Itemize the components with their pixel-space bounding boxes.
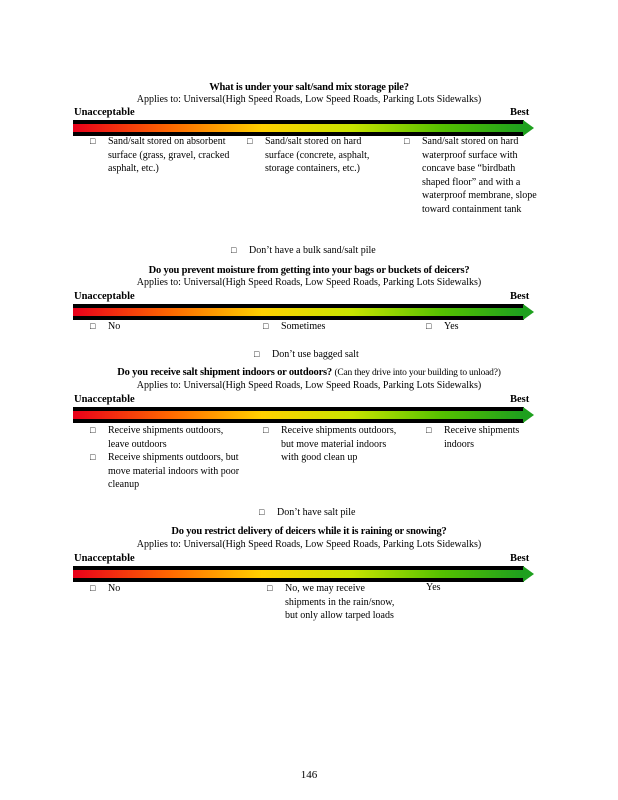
unacceptable-label-2: Unacceptable bbox=[74, 291, 135, 302]
scale-bar-1 bbox=[73, 120, 534, 136]
scale-bar-3 bbox=[73, 407, 534, 423]
checkbox-icon[interactable]: □ bbox=[263, 425, 269, 435]
question-3-text: Do you receive salt shipment indoors or outdoors? bbox=[117, 367, 332, 378]
scale-bar-2 bbox=[73, 304, 534, 320]
option-4-1[interactable]: □ No bbox=[90, 583, 121, 594]
question-2-text: Do you prevent moisture from getting into your bags or buckets of deicers? bbox=[148, 265, 470, 276]
applies-to-3: Applies to: Universal(High Speed Roads, Low Speed Roads, Parking Lots Sidewalks) bbox=[136, 380, 482, 391]
checkbox-icon[interactable]: □ bbox=[426, 321, 432, 331]
checkbox-icon[interactable]: □ bbox=[90, 583, 96, 593]
option-3-2[interactable]: □ Receive shipments outdoors, but move material indoors with poor cleanup bbox=[90, 452, 240, 490]
checkbox-icon[interactable]: □ bbox=[90, 452, 96, 462]
checkbox-icon[interactable]: □ bbox=[231, 245, 237, 255]
checkbox-icon[interactable]: □ bbox=[426, 425, 432, 435]
checkbox-icon[interactable]: □ bbox=[404, 136, 410, 146]
option-1-3[interactable]: □ Sand/salt stored on hard waterproof surface with concave base “birdbath shaped floor” and with a waterproof membrane, slope toward containment tank bbox=[404, 136, 537, 215]
applies-to-2: Applies to: Universal(High Speed Roads, Low Speed Roads, Parking Lots Sidewalks) bbox=[136, 277, 482, 288]
checkbox-icon[interactable]: □ bbox=[267, 583, 273, 593]
option-1-2[interactable]: □ Sand/salt stored on hard surface (concrete, asphalt, storage containers, etc.) bbox=[247, 136, 370, 174]
option-2-1[interactable]: □ No bbox=[90, 321, 121, 332]
question-3-note: (Can they drive into your building to unload?) bbox=[334, 368, 501, 378]
question-3 bbox=[0, 367, 618, 378]
option-2-3[interactable]: □ Yes bbox=[426, 321, 459, 332]
option-2-2[interactable]: □ Sometimes bbox=[263, 321, 326, 332]
option-2-extra[interactable]: □ Don’t use bagged salt bbox=[254, 349, 359, 360]
question-1 bbox=[0, 82, 618, 93]
checkbox-icon[interactable]: □ bbox=[254, 349, 260, 359]
question-4 bbox=[0, 526, 618, 537]
option-3-4[interactable]: □ Receive shipments indoors bbox=[426, 425, 520, 450]
best-label-1: Best bbox=[510, 107, 530, 118]
page-number: 146 bbox=[300, 769, 318, 781]
question-1-text: What is under your salt/sand mix storage pile? bbox=[209, 82, 409, 93]
scale-bar-4 bbox=[73, 566, 534, 582]
checkbox-icon[interactable]: □ bbox=[247, 136, 253, 146]
option-1-extra[interactable]: □ Don’t have a bulk sand/salt pile bbox=[231, 245, 376, 256]
best-label-4: Best bbox=[510, 553, 530, 564]
option-1-1[interactable]: □ Sand/salt stored on absorbent surface (grass, gravel, cracked asphalt, etc.) bbox=[90, 136, 230, 174]
option-4-2[interactable]: □ No, we may receive shipments in the rain/snow, but only allow tarped loads bbox=[267, 583, 395, 621]
option-3-1[interactable]: □ Receive shipments outdoors, leave outdoors bbox=[90, 425, 224, 450]
checkbox-icon[interactable]: □ bbox=[90, 425, 96, 435]
unacceptable-label-4: Unacceptable bbox=[74, 553, 135, 564]
applies-to-1: Applies to: Universal(High Speed Roads, Low Speed Roads, Parking Lots Sidewalks) bbox=[136, 94, 482, 105]
option-3-extra[interactable]: □ Don’t have salt pile bbox=[259, 507, 356, 518]
option-3-3[interactable]: □ Receive shipments outdoors, but move material indoors with good clean up bbox=[263, 425, 397, 463]
checkbox-icon[interactable]: □ bbox=[259, 507, 265, 517]
checkbox-icon[interactable]: □ bbox=[263, 321, 269, 331]
best-label-2: Best bbox=[510, 291, 530, 302]
question-2 bbox=[0, 265, 618, 276]
checkbox-icon[interactable]: □ bbox=[90, 136, 96, 146]
checkbox-icon[interactable]: □ bbox=[90, 321, 96, 331]
best-label-3: Best bbox=[510, 394, 530, 405]
applies-to-4: Applies to: Universal(High Speed Roads, Low Speed Roads, Parking Lots Sidewalks) bbox=[136, 539, 482, 550]
unacceptable-label-1: Unacceptable bbox=[74, 107, 135, 118]
option-4-3: Yes bbox=[426, 582, 441, 593]
question-4-text: Do you restrict delivery of deicers while it is raining or snowing? bbox=[171, 526, 447, 537]
unacceptable-label-3: Unacceptable bbox=[74, 394, 135, 405]
